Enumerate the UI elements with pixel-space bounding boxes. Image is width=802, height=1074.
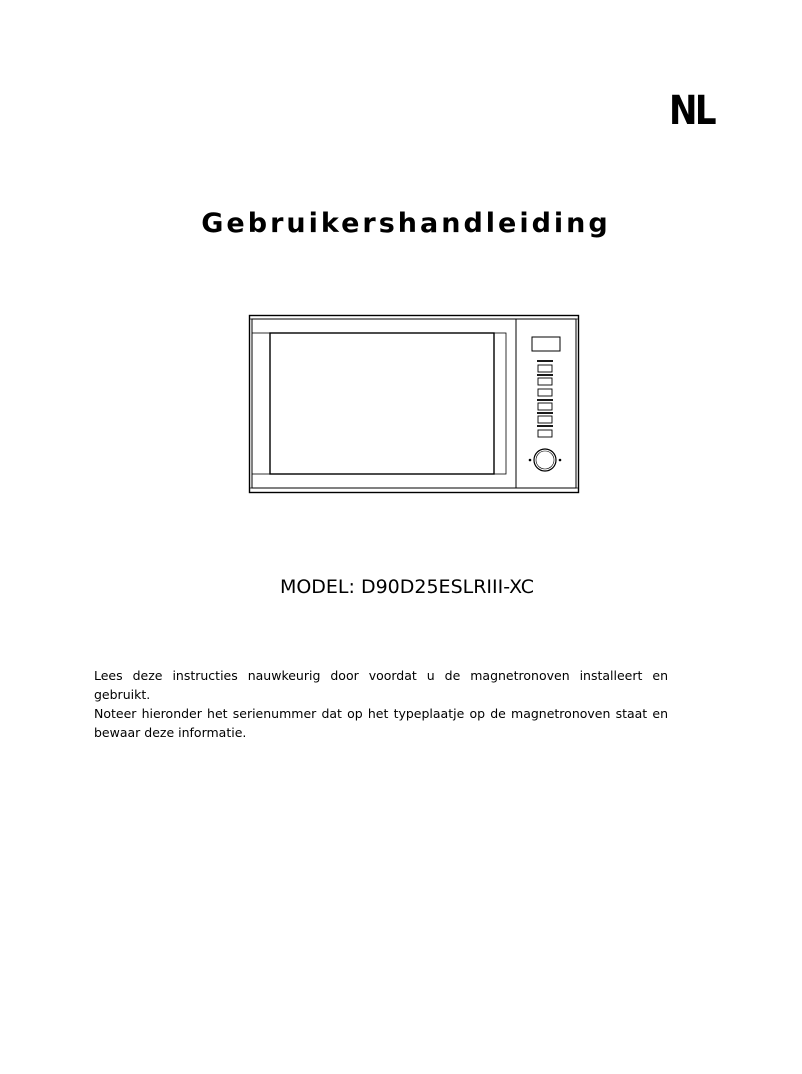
display-window — [532, 337, 560, 351]
intro-paragraph-1: Lees deze instructies nauwkeurig door voordat u de magnetronoven installeert en gebruikt. — [94, 668, 668, 702]
microwave-window — [270, 333, 494, 474]
control-buttons — [537, 361, 553, 437]
microwave-illustration — [248, 314, 580, 496]
control-panel — [516, 319, 576, 488]
microwave-body — [250, 316, 579, 493]
intro-paragraph-2: Noteer hieronder het serienummer dat op het typeplaatje op de magnetronoven staat en bewaar deze informatie. — [94, 706, 668, 740]
model-number: MODEL: D90D25ESLRIII-XC — [279, 576, 535, 598]
intro-text — [94, 666, 668, 742]
document-title: Gebruikershandleiding — [201, 208, 611, 239]
language-code: NL — [668, 88, 714, 134]
microwave-door — [252, 319, 516, 488]
control-dial — [534, 449, 556, 471]
